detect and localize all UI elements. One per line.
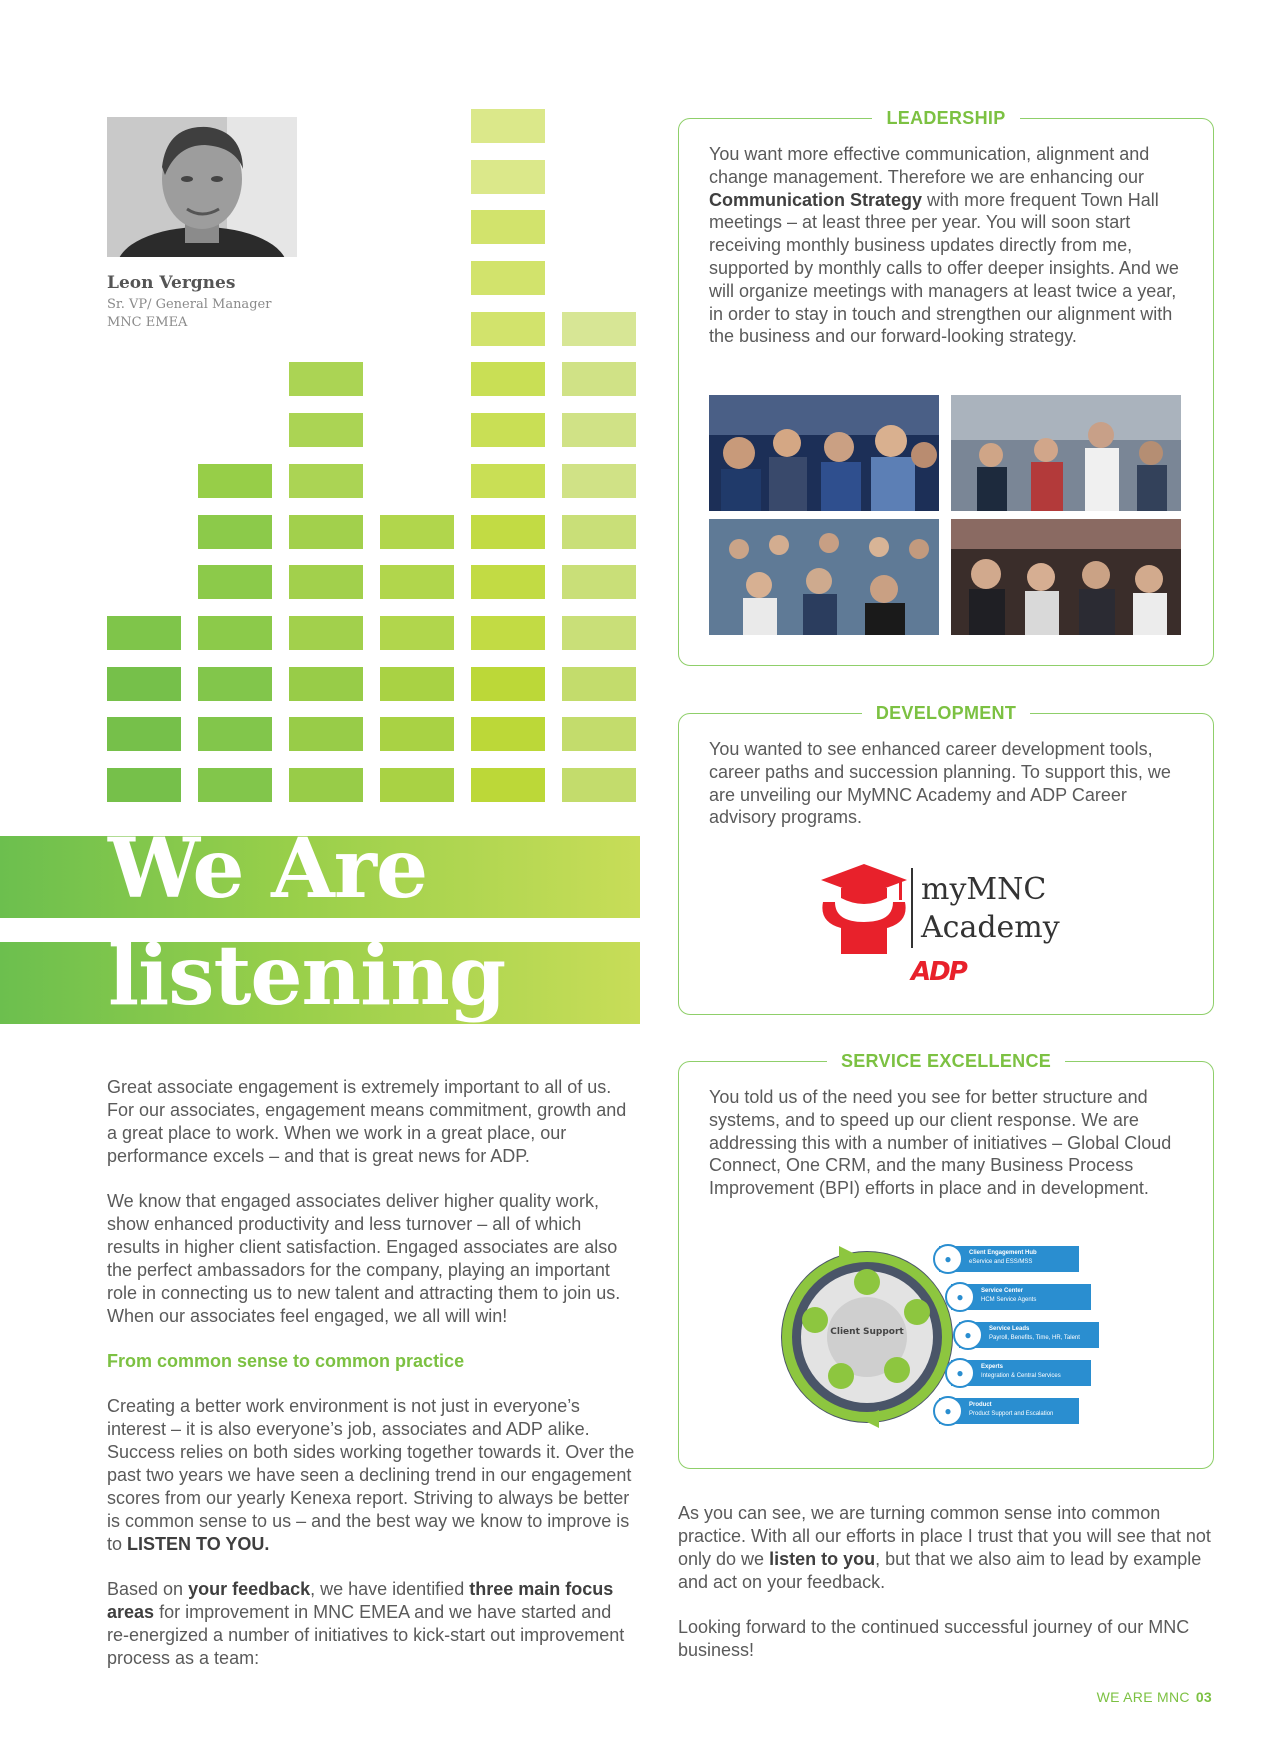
service-excellence-box: [678, 1051, 1214, 1469]
intro-paragraph-1: Great associate engagement is extremely important to all of us. For our associates, engagement means commitment, growth and a great place to work. When we work in a great place, our performance excels – and that is great news for ADP.: [107, 1077, 627, 1166]
development-box: [678, 703, 1214, 1015]
leadership-text: You want more effective communication, alignment and change management. Therefore we are enhancing our Communication Strategy with more frequent Town Hall meetings – at least three per year. You will soon start receiving monthly business updates directly from me, supported by monthly calls to offer deeper insights. And we will organize meetings with managers at least twice a year, in order to stay in touch and strengthen our alignment with the business and our forward-looking strategy.: [709, 144, 1179, 347]
development-text: You wanted to see enhanced career development tools, career paths and succession planning. To support this, we are unveiling our MyMNC Academy and ADP Career advisory programs.: [709, 739, 1171, 828]
equalizer-block: [471, 362, 545, 396]
equalizer-block: [471, 160, 545, 194]
town-hall-photo-3: [709, 519, 939, 635]
equalizer-block: [289, 616, 363, 650]
equalizer-block: [289, 717, 363, 751]
service-channel-icon: ●: [945, 1282, 975, 1312]
equalizer-block: [289, 768, 363, 802]
diagram-center-label: Client Support: [830, 1327, 904, 1337]
closing-paragraph-2: Looking forward to the continued successful journey of our MNC business!: [678, 1617, 1190, 1660]
service-channel-title: Client Engagement Hub: [969, 1250, 1037, 1256]
service-channel-title: Experts: [981, 1364, 1004, 1370]
development-title: DEVELOPMENT: [679, 703, 1213, 724]
service-title: SERVICE EXCELLENCE: [679, 1051, 1213, 1072]
leadership-title: LEADERSHIP: [679, 108, 1213, 129]
equalizer-block: [107, 768, 181, 802]
equalizer-block: [107, 616, 181, 650]
equalizer-block: [289, 667, 363, 701]
service-channel-subtitle: Integration & Central Services: [981, 1373, 1061, 1379]
equalizer-block: [471, 261, 545, 295]
town-hall-photo-4: [951, 519, 1181, 635]
headline-line-2: listening: [108, 928, 506, 1024]
author-title: Sr. VP/ General Manager MNC EMEA: [107, 297, 272, 330]
service-channel-subtitle: HCM Service Agents: [981, 1297, 1037, 1303]
service-channel-item: [951, 1360, 1091, 1386]
service-channel-subtitle: Product Support and Escalation: [969, 1411, 1054, 1417]
town-hall-photo-2: [951, 395, 1181, 511]
service-channel-item: [939, 1246, 1079, 1272]
equalizer-block: [380, 616, 454, 650]
service-channel-title: Product: [969, 1402, 992, 1408]
service-channel-subtitle: eService and ESS/MSS: [969, 1259, 1033, 1265]
equalizer-block: [562, 362, 636, 396]
equalizer-block: [471, 413, 545, 447]
leadership-box: [678, 108, 1214, 666]
equalizer-block: [471, 515, 545, 549]
client-support-diagram: [779, 1242, 1119, 1432]
logo-divider: [911, 868, 913, 948]
academy-logo-line-2: Academy: [921, 910, 1060, 945]
equalizer-block: [380, 515, 454, 549]
closing-paragraph-1: As you can see, we are turning common sense into common practice. With all our efforts in place I trust that you will see that not only do we listen to you, but that we also aim to lead by example and act on your feedback.: [678, 1503, 1211, 1592]
service-channel-icon: ●: [953, 1320, 983, 1350]
equalizer-block: [562, 616, 636, 650]
town-hall-photo-1: [709, 395, 939, 511]
equalizer-block: [289, 464, 363, 498]
section-subheading: From common sense to common practice: [107, 1351, 465, 1371]
service-channel-icon: ●: [945, 1358, 975, 1388]
footer-label: WE ARE MNC: [1096, 1689, 1190, 1705]
intro-text: [107, 1076, 637, 1692]
equalizer-block: [198, 464, 272, 498]
equalizer-block: [380, 717, 454, 751]
equalizer-block: [198, 717, 272, 751]
equalizer-block: [198, 667, 272, 701]
headline-line-1: We Are: [108, 821, 428, 917]
equalizer-block: [471, 667, 545, 701]
service-channel-item: [959, 1322, 1099, 1348]
equalizer-block: [380, 565, 454, 599]
equalizer-block: [562, 565, 636, 599]
equalizer-block: [471, 565, 545, 599]
equalizer-block: [289, 362, 363, 396]
equalizer-block: [471, 768, 545, 802]
page-footer: [1097, 1689, 1212, 1705]
equalizer-block: [471, 312, 545, 346]
mymnc-academy-logo: [819, 854, 1079, 989]
equalizer-block: [289, 515, 363, 549]
equalizer-block: [562, 413, 636, 447]
equalizer-block: [471, 717, 545, 751]
service-channel-item: [939, 1398, 1079, 1424]
equalizer-block: [562, 768, 636, 802]
intro-paragraph-2: We know that engaged associates deliver higher quality work, show enhanced productivity and less turnover – all of which results in higher client satisfaction. Engaged associates are also the perfect ambassadors for the company, playing an important role in connecting us to new talent and attracting them to join us. When our associates feel engaged, we all will win!: [107, 1191, 621, 1326]
client-support-wheel: [779, 1242, 959, 1432]
equalizer-block: [289, 413, 363, 447]
equalizer-block: [562, 464, 636, 498]
equalizer-block: [198, 515, 272, 549]
service-channel-item: [951, 1284, 1091, 1310]
closing-text: [678, 1502, 1218, 1684]
intro-paragraph-3: Creating a better work environment is not just in everyone’s interest – it is also everyone’s job, associates and ADP alike. Success relies on both sides working together towards it. Over the past two years we have seen a declining trend in our engagement scores from our yearly Kenexa report. Striving to always be better is common sense to us – and the best way we know to improve is to LISTEN TO YOU.: [107, 1396, 635, 1554]
equalizer-block: [107, 667, 181, 701]
service-text: You told us of the need you see for better structure and systems, and to speed up our client response. We are addressing this with a number of initiatives – Global Cloud Connect, One CRM, and the many Business Process Improvement (BPI) efforts in place and in development.: [709, 1087, 1172, 1199]
equalizer-block: [380, 667, 454, 701]
page-number: 03: [1195, 1689, 1212, 1705]
equalizer-block: [562, 717, 636, 751]
service-channel-subtitle: Payroll, Benefits, Time, HR, Talent: [989, 1335, 1080, 1341]
equalizer-block: [198, 616, 272, 650]
equalizer-block: [471, 616, 545, 650]
equalizer-block: [471, 210, 545, 244]
service-channel-icon: ●: [933, 1396, 963, 1426]
equalizer-block: [471, 464, 545, 498]
intro-paragraph-4: Based on your feedback, we have identified three main focus areas for improvement in MNC EMEA and we have started and re-energized a number of initiatives to kick-start out improvement process as a team:: [107, 1579, 625, 1668]
academy-mascot-icon: [819, 862, 909, 957]
equalizer-graphic: [107, 115, 640, 810]
equalizer-block: [380, 768, 454, 802]
service-channel-title: Service Leads: [989, 1326, 1030, 1332]
equalizer-block: [198, 565, 272, 599]
service-channel-icon: ●: [933, 1244, 963, 1274]
equalizer-block: [471, 109, 545, 143]
academy-logo-line-1: myMNC: [921, 872, 1047, 907]
equalizer-block: [562, 515, 636, 549]
equalizer-block: [198, 768, 272, 802]
author-name: Leon Vergnes: [107, 273, 236, 293]
equalizer-block: [562, 312, 636, 346]
equalizer-block: [562, 667, 636, 701]
equalizer-block: [289, 565, 363, 599]
adp-logo: ADP: [911, 957, 966, 987]
service-channel-title: Service Center: [981, 1288, 1024, 1294]
equalizer-block: [107, 717, 181, 751]
